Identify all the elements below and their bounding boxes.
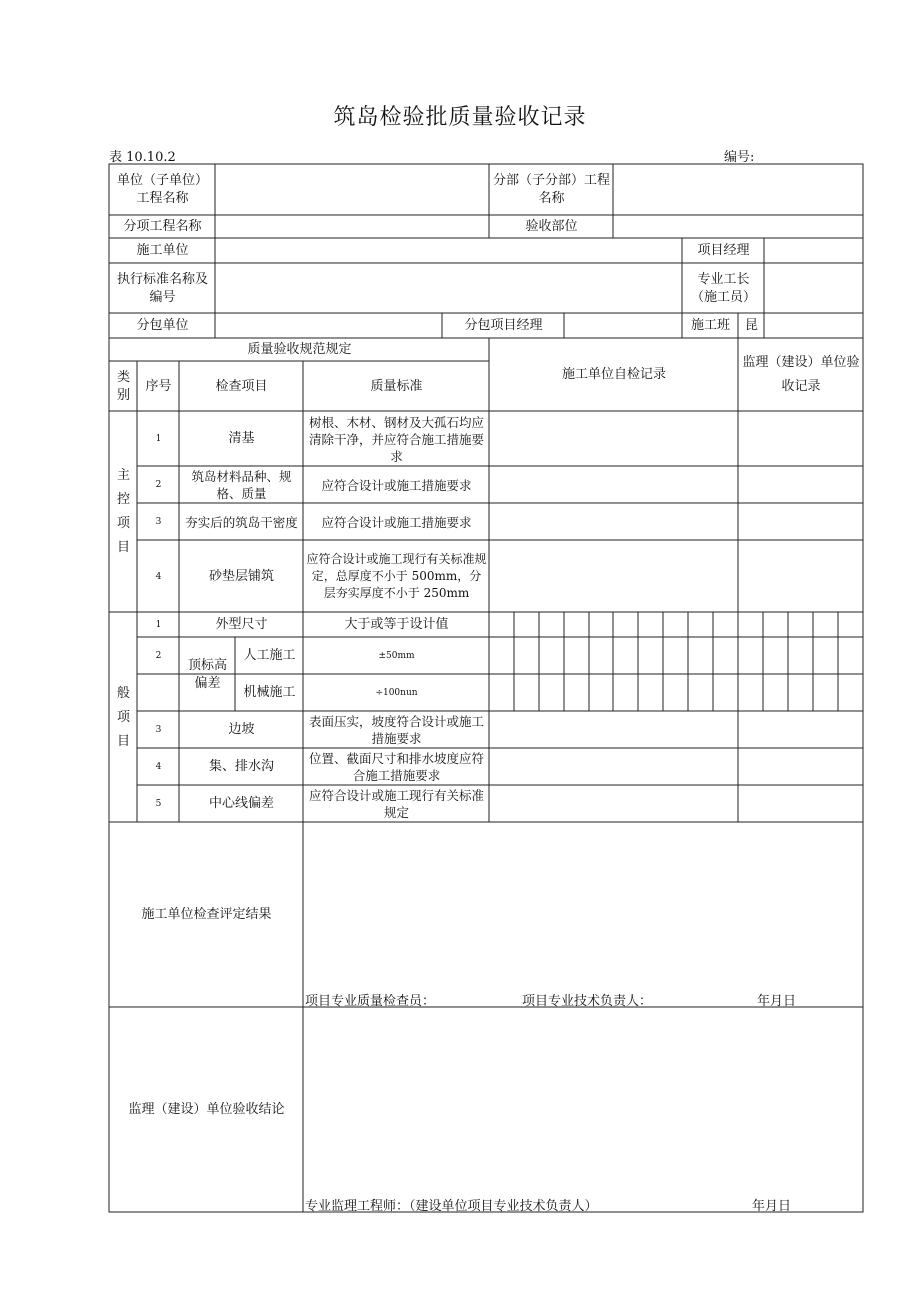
tech-lead-signature: 项目专业技术负责人： xyxy=(522,994,653,1009)
general-row-1-standard: 大于或等于设计值 xyxy=(344,617,449,632)
general-row-5-item: 中心线偏差 xyxy=(208,796,274,811)
main-row-2-no: 2 xyxy=(155,480,162,490)
subcontract-manager-label: 分包项目经理 xyxy=(464,318,543,333)
category-header: 类别 xyxy=(116,369,130,403)
project-manager-label: 项目经理 xyxy=(697,243,750,258)
general-row-3-standard: 表面压实，坡度符合设计或施工措施要求 xyxy=(308,714,484,746)
team-leader-label-2: 昆 xyxy=(744,318,758,333)
subcontract-unit-label: 分包单位 xyxy=(136,318,189,333)
main-row-4-no: 4 xyxy=(155,571,162,582)
serial-number-label: 编号: xyxy=(724,150,755,165)
subitem-name-label: 分项工程名称 xyxy=(123,219,202,234)
main-row-3-item: 夯实后的筑岛干密度 xyxy=(185,514,298,530)
team-leader-label: 施工班 xyxy=(690,318,730,333)
supervising-engineer-signature: 专业监理工程师：（建设单位项目专业技术负责人） xyxy=(305,1199,598,1214)
main-row-2-item: 筑岛材料品种、规格、质量 xyxy=(191,469,292,501)
main-row-4-standard: 应符合设计或施工现行有关标准规定，总厚度不小于 500mm，分层夯实厚度不小于 250mm xyxy=(306,552,487,600)
foreman-label: 专业工长（施工员） xyxy=(690,271,756,305)
general-row-2-std1: ±50mm xyxy=(378,651,415,661)
construction-result-label: 施工单位检查评定结果 xyxy=(141,907,272,922)
general-row-1-no: 1 xyxy=(155,620,162,630)
seq-header: 序号 xyxy=(145,378,172,394)
unit-name-label: 单位（子单位）工程名称 xyxy=(116,173,208,206)
standard-label: 执行标准名称及编号 xyxy=(116,271,208,305)
general-row-2-item: 顶标高偏差 xyxy=(187,657,227,691)
main-row-3-no: 3 xyxy=(155,517,162,527)
general-row-3-no: 3 xyxy=(155,725,162,735)
main-row-1-item: 清基 xyxy=(228,431,255,446)
main-items-category: 主控项目 xyxy=(116,468,130,555)
general-row-3-item: 边坡 xyxy=(228,722,255,737)
main-row-2-standard: 应符合设计或施工措施要求 xyxy=(321,477,472,493)
construction-unit-label: 施工单位 xyxy=(136,243,189,258)
table-number: 表 10.10.2 xyxy=(109,150,176,165)
spec-label: 质量验收规范规定 xyxy=(247,342,352,357)
general-row-5-no: 5 xyxy=(155,799,162,809)
supervisor-header: 监理（建设）单位验收记录 xyxy=(742,355,860,394)
quality-standard-header: 质量标准 xyxy=(370,378,423,394)
supervision-result-label: 监理（建设）单位验收结论 xyxy=(128,1102,285,1117)
general-row-5-standard: 应符合设计或施工现行有关标准规定 xyxy=(308,788,484,820)
general-row-4-item: 集、排水沟 xyxy=(208,759,274,774)
general-row-2-sub1: 人工施工 xyxy=(243,648,296,663)
quality-inspector-signature: 项目专业质量检查员： xyxy=(305,994,436,1009)
accept-part-label: 验收部位 xyxy=(525,219,578,234)
main-row-1-standard: 树根、木材、钢材及大孤石均应清除干净，并应符合施工措施要求 xyxy=(308,414,484,464)
general-row-1-item: 外型尺寸 xyxy=(215,617,268,632)
general-row-4-no: 4 xyxy=(155,762,162,772)
page-title: 筑岛检验批质量验收记录 xyxy=(333,105,587,130)
self-check-header: 施工单位自检记录 xyxy=(561,367,666,382)
general-row-2-std2: ÷100nun xyxy=(375,688,418,698)
main-row-3-standard: 应符合设计或施工措施要求 xyxy=(321,514,472,530)
construction-date: 年月日 xyxy=(757,994,797,1009)
division-name-label: 分部（子分部）工程名称 xyxy=(492,173,610,206)
general-row-2-sub2: 机械施工 xyxy=(243,685,296,700)
general-row-4-standard: 位置、截面尺寸和排水坡度应符合施工措施要求 xyxy=(308,751,484,783)
general-items-category: 般项目 xyxy=(116,685,130,749)
general-row-2-no: 2 xyxy=(155,651,162,661)
supervision-date: 年月日 xyxy=(752,1199,792,1214)
main-row-4-item: 砂垫层铺筑 xyxy=(208,568,274,584)
check-item-header: 检查项目 xyxy=(215,378,268,394)
main-row-1-no: 1 xyxy=(155,434,162,444)
